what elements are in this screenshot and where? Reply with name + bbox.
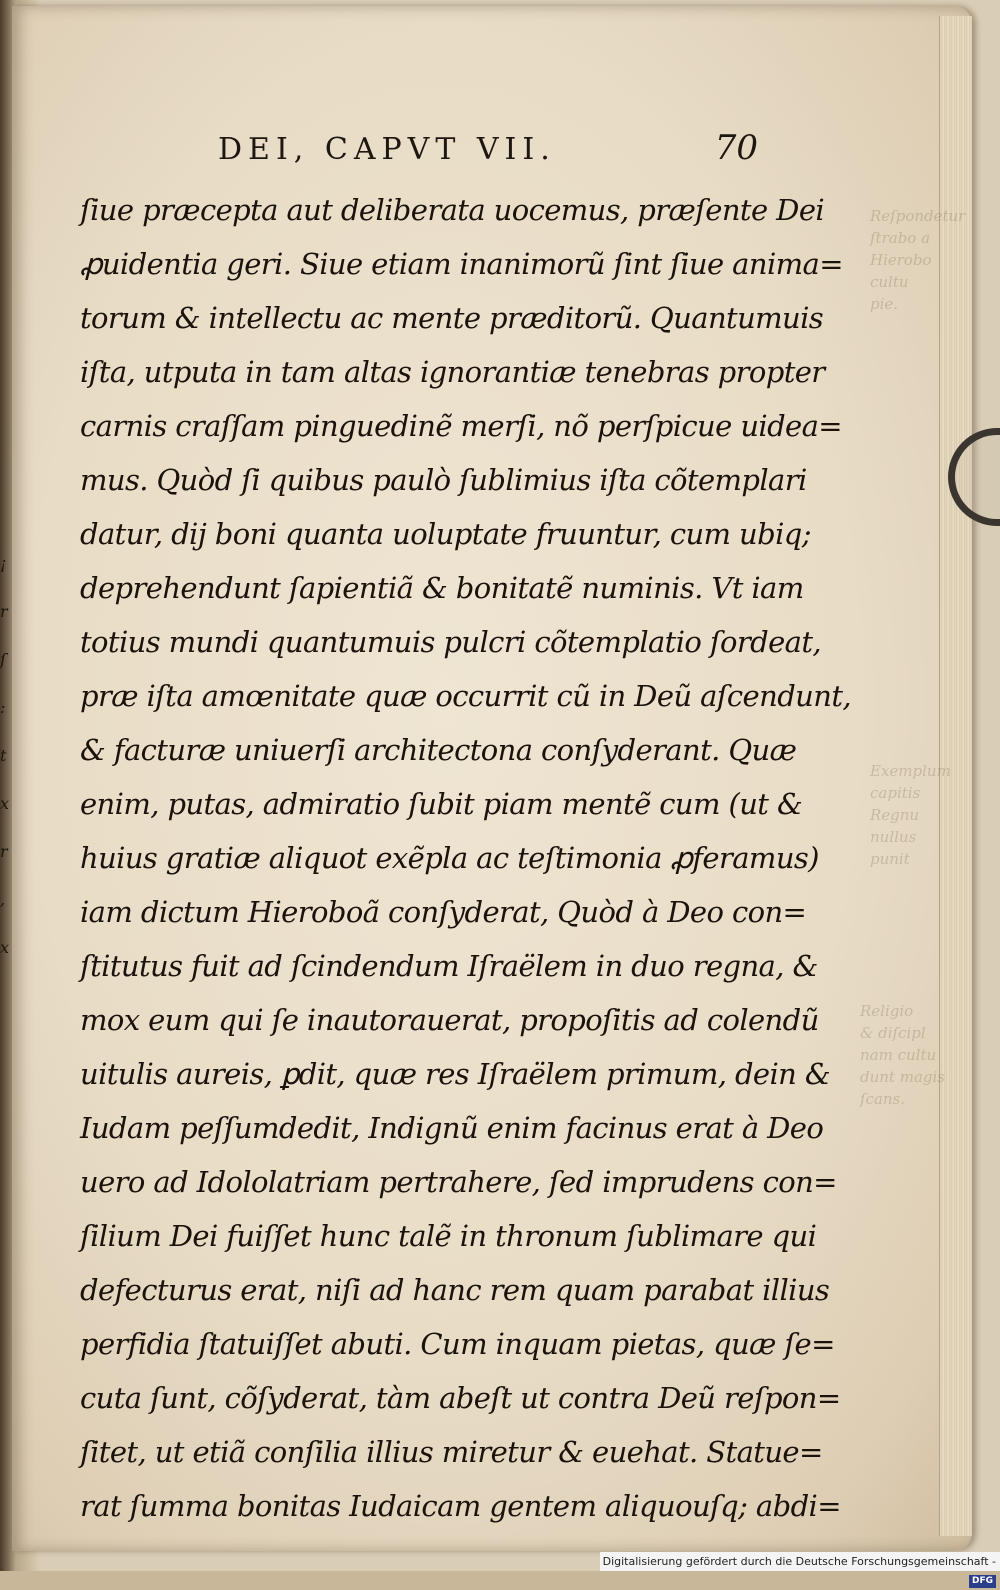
text-line: rat ſumma bonitas Iudaicam gentem aliquouſq; abdi= <box>80 1489 841 1523</box>
text-line: ſiue præcepta aut deliberata uocemus, præſente Dei <box>80 193 825 227</box>
show-through-marginalia-2: Exemplum capitis Regnu nullus punit <box>870 762 951 868</box>
text-line: totius mundi quantumuis pulcri cõtemplatio ſordeat, <box>80 625 822 659</box>
text-line: iam dictum Hieroboã conſyderat, Quòd à Deo con= <box>80 895 807 929</box>
text-line: uitulis aureis, ꝑdit, quæ res Iſraëlem primum, dein & <box>80 1057 831 1091</box>
text-line: ſilium Dei fuiſſet hunc talẽ in thronum ſublimare qui <box>80 1219 817 1253</box>
text-line: uero ad Idololatriam pertrahere, ſed imprudens con= <box>80 1165 837 1199</box>
text-line: datur, dij boni quanta uoluptate fruuntur, cum ubiq; <box>80 517 811 551</box>
page-header <box>218 128 758 176</box>
text-line: iſta, utputa in tam altas ignorantiæ tenebras propter <box>80 355 825 389</box>
show-through-marginalia-3: Religio & diſcipl nam cultu dunt magis ſcans. <box>860 1002 945 1108</box>
text-line: mox eum qui ſe inautorauerat, propoſitis ad colendũ <box>80 1003 819 1037</box>
text-line: torum & intellectu ac mente præditorũ. Quantumuis <box>80 301 824 335</box>
text-line: perfidia ſtatuiſſet abuti. Cum inquam pietas, quæ ſe= <box>80 1327 835 1361</box>
running-head: DEI, CAPVT VII. <box>218 132 556 167</box>
text-line: mus. Quòd ſi quibus paulò ſublimius iſta cõtemplari <box>80 463 807 497</box>
text-line: Iudam peſſumdedit, Indignũ enim facinus erat à Deo <box>80 1111 824 1145</box>
text-line: huius gratiæ aliquot exẽpla ac teſtimonia ꝓferamus) <box>80 841 819 875</box>
text-line: deprehendunt ſapientiã & bonitatẽ numinis. Vt iam <box>80 571 804 605</box>
text-line: ꝓuidentia geri. Siue etiam inanimorũ ſint ſiue anima= <box>80 247 843 281</box>
dfg-logo: DFG <box>969 1575 996 1588</box>
digitization-credit <box>600 1552 1000 1586</box>
text-line: carnis craſſam pinguedinẽ merſi, nõ perſpicue uidea= <box>80 409 842 443</box>
text-line: enim, putas, admiratio ſubit piam mentẽ cum (ut & <box>80 787 803 821</box>
facing-page-edge-marks: ¡ r ſ : t x r , x <box>0 554 10 957</box>
credit-text: Digitalisierung gefördert durch die Deutsche Forschungsgemeinschaft - <box>602 1555 996 1568</box>
text-line: & facturæ uniuerſi architectona conſyderant. Quæ <box>80 733 797 767</box>
page-number: 70 <box>714 128 758 168</box>
text-line: ſtitutus fuit ad ſcindendum Iſraëlem in duo regna, & <box>80 949 818 983</box>
show-through-marginalia-1: Reſpondetur ſtrabo a Hierobo cultu pie. <box>870 207 966 313</box>
text-line: præ iſta amœnitate quæ occurrit cũ in Deũ aſcendunt, <box>80 679 851 713</box>
text-line: ſitet, ut etiã conſilia illius miretur & euehat. Statue= <box>80 1435 823 1469</box>
text-line: defecturus erat, niſi ad hanc rem quam parabat illius <box>80 1273 830 1307</box>
text-line: cuta ſunt, cõſyderat, tàm abeſt ut contra Deũ reſpon= <box>80 1381 841 1415</box>
main-text-block <box>80 183 851 1533</box>
